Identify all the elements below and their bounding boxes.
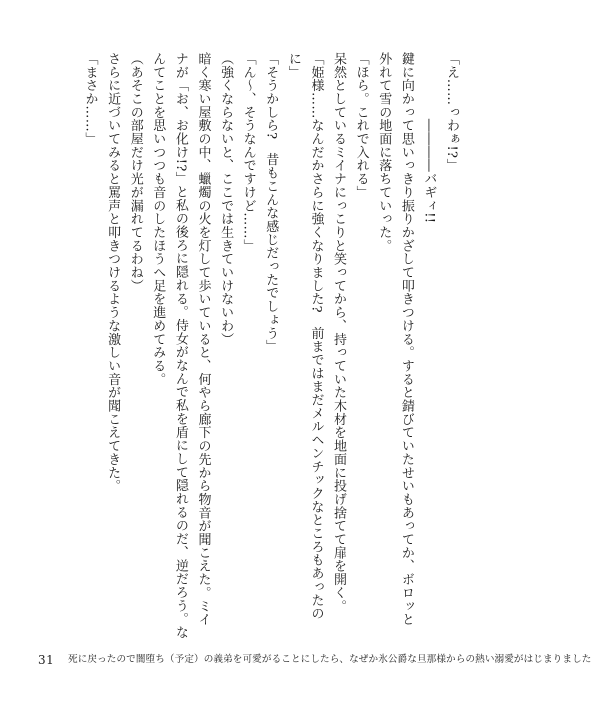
text-line: 呆然としているミイナにっこりと笑ってから、持っていた木材を地面に投げ捨てて扉を開く。 <box>331 52 347 613</box>
vertical-body-text <box>38 52 462 639</box>
page-number: 31 <box>38 653 55 667</box>
text-line: んてことを思いつつも音のしたほうへ足を進めてみる。 <box>150 52 166 386</box>
text-line: 「ん～、そうなんですけど……」 <box>240 52 256 253</box>
text-line: さらに近づいてみると罵声と叩きつけるような激しい音が聞こえてきた。 <box>105 52 121 493</box>
text-line: 暗く寒い屋敷の中、蠟燭の火を灯して歩いていると、何やら廊下の先から物音が聞こえた。ミイ <box>195 52 211 627</box>
text-line: 「姫様……なんだかさらに強くなりました? 前まではまだメルヘンチックなところもあったの <box>308 52 324 621</box>
running-title: 死に戻ったので闇堕ち（予定）の義弟を可愛がることにしたら、なぜか氷公爵な旦那様からの熱い溺愛がはじまりました <box>68 654 591 665</box>
text-line: 「まさか……」 <box>82 52 98 146</box>
text-line: 「え……っわぁ!?」 <box>444 52 459 172</box>
text-line: に」 <box>285 52 301 79</box>
text-line: （あそこの部屋だけ光が漏れてるわね） <box>127 52 143 293</box>
text-line: 「そうかしら? 昔もこんな感じだったでしょう」 <box>263 52 279 354</box>
text-line: ナが「お、お化け!?」と私の後ろに隠れる。侍女がなんで私を盾にして隠れるのだ、逆だろう。な <box>172 52 188 639</box>
text-line: 外れて雪の地面に落ちていった。 <box>376 52 392 253</box>
text-line: （強くならないと、ここでは生きていけないわ） <box>218 52 234 346</box>
text-line: 「ほら。これで入れる」 <box>353 52 369 199</box>
page-footer <box>38 650 591 670</box>
text-line: 鍵に向かって思いっきり振りかざして叩きつける。すると錆びていたせいもあってか、ボロッと <box>398 52 414 627</box>
text-line: ――――バギィ!! <box>421 52 437 224</box>
